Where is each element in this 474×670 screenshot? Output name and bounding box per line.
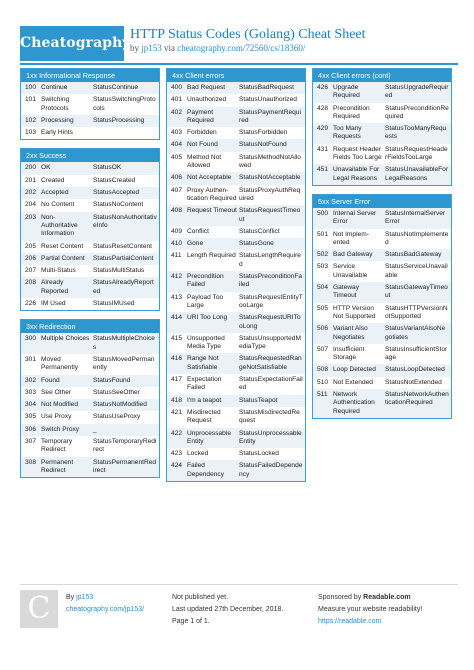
status-name: Use Proxy [41, 413, 72, 421]
status-name: Length Required [187, 252, 236, 260]
go-constant: StatusRequestTimeout [239, 207, 301, 223]
page-title: HTTP Status Codes (Golang) Cheat Sheet [130, 27, 366, 42]
table-row [313, 389, 451, 418]
status-name: Payment Required [187, 108, 214, 124]
status-code: 510 [317, 378, 329, 386]
status-code: 508 [317, 366, 329, 374]
status-name: Precondition Failed [187, 273, 224, 289]
table-row [21, 436, 159, 457]
status-code: 421 [171, 408, 183, 416]
footer-author [66, 592, 144, 616]
column-3 [312, 68, 452, 427]
table-row [21, 212, 159, 241]
table-row [313, 164, 451, 185]
status-name: Variant Also Negotiates [333, 325, 368, 341]
table-row [313, 249, 451, 261]
go-constant: StatusGatewayTimeout [385, 284, 448, 300]
table-row [21, 424, 159, 436]
status-code: 406 [171, 174, 183, 182]
go-constant: StatusNotImplemented [385, 230, 449, 246]
go-constant: StatusLengthRequired [239, 252, 301, 268]
status-code: 417 [171, 376, 183, 384]
status-name: Failed Dependency [187, 462, 225, 478]
table-row [313, 123, 451, 144]
page-number: Page 1 of 1. [172, 618, 210, 625]
table-row [167, 374, 305, 395]
status-code: 103 [25, 129, 37, 137]
table-row [313, 364, 451, 376]
go-constant: StatusSwitchingProtocols [93, 96, 156, 112]
go-constant: StatusCreated [93, 176, 136, 184]
status-name: Processing [41, 116, 74, 124]
cheatography-logo[interactable]: Cheatography [20, 26, 124, 61]
status-code: 501 [317, 230, 329, 238]
status-name: IM Used [41, 300, 66, 308]
go-constant: StatusMultiStatus [93, 267, 145, 275]
status-name: I'm a teapot [187, 396, 222, 404]
table-row [167, 353, 305, 374]
status-code: 101 [25, 96, 37, 104]
status-name: Moved Permanently [41, 355, 79, 372]
status-name: No Content [41, 201, 75, 209]
status-name: Request Timeout [187, 207, 237, 215]
go-constant: _ [93, 425, 97, 433]
table-row [21, 457, 159, 478]
status-name: URI Too Long [187, 314, 228, 322]
go-constant: StatusNotAcceptable [239, 174, 301, 182]
go-constant: StatusUnavailableForLegalReasons [385, 166, 449, 182]
table-row [21, 411, 159, 423]
via-text: via [161, 43, 178, 53]
section-3xx [20, 319, 160, 478]
table-row [167, 107, 305, 128]
sponsor-url[interactable]: https://readable.com [318, 618, 382, 625]
status-name: Internal Server Error [333, 209, 377, 226]
go-constant: StatusNotExtended [385, 378, 442, 386]
go-constant: StatusNetworkAuthenticationRequired [385, 391, 449, 407]
section-2xx [20, 148, 160, 311]
go-constant: StatusMultipleChoices [93, 335, 155, 351]
status-code: 205 [25, 242, 37, 250]
status-name: Range Not Satisfiable [187, 355, 219, 371]
section-title: 2xx Success [21, 149, 159, 162]
go-constant: StatusResetContent [93, 242, 153, 250]
status-code: 409 [171, 227, 183, 235]
status-name: Conflict [187, 227, 209, 235]
status-name: Request Header Fields Too Large [333, 145, 382, 162]
table-row [167, 448, 305, 460]
status-code: 208 [25, 279, 37, 287]
go-constant: StatusIMUsed [93, 300, 135, 308]
status-code: 303 [25, 388, 37, 396]
table-row [21, 333, 159, 354]
status-code: 507 [317, 345, 329, 353]
status-name: Found [41, 376, 60, 384]
status-name: Multiple Choices [41, 335, 90, 343]
go-constant: StatusNonAuthoritativeInfo [93, 213, 157, 229]
status-code: 411 [171, 252, 182, 260]
go-constant: StatusUnsupportedMediaType [239, 334, 301, 351]
table-row [21, 277, 159, 298]
go-constant: StatusPreconditionFailed [239, 273, 303, 289]
table-row [21, 375, 159, 387]
go-constant: StatusGone [239, 240, 274, 248]
column-2 [166, 68, 306, 490]
go-constant: StatusProcessing [93, 116, 145, 124]
status-name: Early Hints [41, 129, 73, 137]
status-name: Network Authentication Required [333, 391, 375, 415]
status-name: Unavailable For Legal Reasons [333, 166, 380, 182]
status-code: 451 [317, 166, 329, 174]
table-row [21, 94, 159, 115]
status-name: Multi-Status [41, 267, 76, 275]
go-constant: StatusVariantAlsoNegotiates [385, 325, 446, 341]
status-code: 413 [171, 293, 183, 301]
sponsor-name[interactable]: Readable.com [363, 594, 411, 601]
status-name: Bad Gateway [333, 251, 373, 259]
status-code: 306 [25, 425, 37, 433]
status-code: 301 [25, 355, 37, 363]
table-row [167, 152, 305, 173]
status-code: 102 [25, 116, 37, 124]
table-row [21, 399, 159, 411]
table-row [167, 139, 305, 151]
section-title: 1xx Informational Response [21, 69, 159, 82]
status-name: Forbidden [187, 129, 217, 137]
footer-sponsor [318, 592, 422, 628]
status-name: Accepted [41, 189, 69, 197]
header-divider [20, 63, 458, 65]
table-row [21, 187, 159, 199]
go-constant: StatusUnauthorized [239, 96, 297, 104]
go-constant: StatusUpgradeRequired [385, 84, 449, 100]
go-constant: StatusExpectationFailed [239, 376, 303, 392]
status-code: 226 [25, 300, 37, 308]
status-name: Unsupported Media Type [187, 334, 225, 351]
go-constant: StatusRequestHeaderFieldsTooLarge [385, 145, 448, 162]
status-name: Expectation Failed [187, 376, 222, 392]
section-title: 3xx Redirection [21, 320, 159, 333]
published-status: Not published yet. [172, 594, 229, 601]
section-title: 5xx Server Error [313, 195, 451, 208]
go-constant: StatusProxyAuthRequired [239, 186, 301, 202]
status-name: Permanent Redirect [41, 458, 74, 474]
status-name: Payload Too Large [187, 293, 224, 309]
status-name: Misdirected Request [187, 408, 221, 425]
go-constant: StatusLoopDetected [385, 366, 445, 374]
status-name: Gateway Timeout [333, 284, 360, 300]
go-constant: StatusFailedDependency [239, 462, 303, 478]
section-4xx [166, 68, 306, 482]
status-name: Locked [187, 450, 209, 458]
table-row [167, 226, 305, 238]
status-name: Not Extended [333, 378, 373, 386]
footer-author-link[interactable]: jp153 [76, 594, 94, 601]
author-link[interactable]: jp153 [141, 43, 162, 53]
status-code: 410 [171, 240, 183, 248]
table-row [21, 241, 159, 253]
status-name: See Other [41, 388, 72, 396]
table-row [167, 238, 305, 250]
table-row [167, 312, 305, 333]
table-row [167, 460, 305, 481]
by-prefix: by [130, 43, 142, 53]
status-name: Created [41, 176, 65, 184]
status-code: 505 [317, 304, 329, 312]
go-constant: StatusBadRequest [239, 84, 294, 91]
go-constant: StatusForbidden [239, 129, 288, 137]
status-code: 307 [25, 438, 37, 446]
status-code: 506 [317, 325, 329, 333]
status-code: 428 [317, 104, 329, 112]
status-name: OK [41, 164, 51, 172]
go-constant: StatusPaymentRequired [239, 108, 301, 124]
section-5xx [312, 194, 452, 419]
table-row [313, 208, 451, 229]
footer-by: By [66, 594, 77, 601]
table-row [313, 82, 451, 103]
table-row [21, 253, 159, 265]
column-1 [20, 68, 160, 486]
section-title: 4xx Client errors [167, 69, 305, 82]
status-code: 402 [171, 108, 183, 116]
status-code: 403 [171, 129, 183, 137]
status-name: Already Reported [41, 279, 69, 295]
table-row [167, 205, 305, 226]
status-name: Service Unavailable [333, 263, 368, 279]
status-name: Switching Protocols [41, 96, 70, 112]
table-row [167, 94, 305, 106]
sponsor-prefix: Sponsored by [318, 594, 364, 601]
go-constant: StatusInsufficientStorage [385, 345, 448, 362]
status-name: Upgrade Required [333, 84, 360, 100]
table-row [167, 250, 305, 271]
status-code: 201 [25, 176, 37, 184]
status-name: Bad Request [187, 84, 226, 91]
footer-author-url[interactable]: cheatography.com/jp153/ [66, 606, 145, 613]
sheet-url-link[interactable]: cheatography.com/72560/cs/18360/ [177, 43, 306, 53]
status-code: 305 [25, 413, 37, 421]
status-code: 429 [317, 125, 329, 133]
go-constant: StatusAccepted [93, 189, 140, 197]
status-code: 416 [171, 355, 183, 363]
go-constant: StatusMethodNotAllowed [239, 153, 301, 170]
status-code: 500 [317, 209, 329, 217]
byline [130, 43, 460, 53]
go-constant: StatusLocked [239, 450, 279, 458]
status-code: 424 [171, 462, 183, 470]
status-name: Temporary Redirect [41, 438, 73, 454]
go-constant: StatusNotModified [93, 401, 147, 409]
table-row [21, 82, 159, 94]
go-constant: StatusUnprocessableEntity [239, 429, 302, 445]
table-row [21, 265, 159, 277]
status-code: 203 [25, 213, 37, 221]
table-row [167, 82, 305, 94]
status-code: 204 [25, 201, 37, 209]
table-row [167, 333, 305, 354]
status-name: Method Not Allowed [187, 153, 222, 170]
status-name: Switch Proxy [41, 425, 80, 433]
status-code: 503 [317, 263, 329, 271]
go-constant: StatusBadGateway [385, 251, 442, 259]
go-constant: StatusServiceUnavailable [385, 263, 448, 279]
table-row [313, 344, 451, 365]
status-code: 405 [171, 153, 183, 161]
table-row [313, 323, 451, 344]
section-1xx [20, 68, 160, 140]
status-code: 414 [171, 314, 183, 322]
go-constant [93, 129, 159, 137]
status-name: Not Modified [41, 401, 79, 409]
table-row [21, 175, 159, 187]
table-row [21, 162, 159, 174]
status-code: 418 [171, 396, 183, 404]
status-code: 404 [171, 141, 183, 149]
go-constant: StatusTemporaryRedirect [93, 438, 157, 454]
status-name: Not Acceptable [187, 174, 232, 182]
status-name: Continue [41, 84, 68, 91]
section-title: 4xx Client errors (cont) [313, 69, 451, 82]
go-constant: StatusFound [93, 376, 131, 384]
status-code: 207 [25, 267, 37, 275]
table-row [167, 127, 305, 139]
status-name: HTTP Version Not Supported [333, 304, 376, 320]
status-name: Too Many Requests [333, 125, 362, 141]
table-row [167, 271, 305, 292]
go-constant: StatusPreconditionRequired [385, 104, 449, 120]
footer-logo: C [20, 590, 58, 628]
status-code: 431 [317, 145, 329, 153]
status-code: 412 [171, 273, 183, 281]
status-code: 200 [25, 164, 37, 172]
go-constant: StatusAlreadyReported [93, 279, 154, 295]
table-row [313, 144, 451, 165]
status-name: Not Implemented [333, 230, 369, 246]
status-name: Reset Content [41, 242, 84, 250]
status-code: 302 [25, 376, 37, 384]
status-code: 422 [171, 429, 183, 437]
status-code: 504 [317, 284, 329, 292]
status-name: Insufficient Storage [333, 345, 365, 362]
status-name: Gone [187, 240, 204, 248]
go-constant: StatusPermanentRedirect [93, 458, 157, 474]
last-updated: Last updated 27th December, 2018. [172, 606, 284, 613]
go-constant: StatusRequestEntityTooLarge [239, 293, 303, 309]
sponsor-text: Measure your website readability! [318, 606, 423, 613]
status-code: 407 [171, 186, 183, 194]
footer-status [172, 592, 283, 628]
section-4xx-cont [312, 68, 452, 186]
table-row [21, 115, 159, 127]
header [0, 0, 474, 62]
status-code: 400 [171, 84, 183, 91]
go-constant: StatusContinue [93, 84, 139, 91]
status-code: 502 [317, 251, 329, 259]
status-name: Precondition Required [333, 104, 370, 120]
status-code: 401 [171, 96, 183, 104]
go-constant: StatusUseProxy [93, 413, 141, 421]
go-constant: StatusHTTPVersionNotSupported [385, 304, 448, 320]
go-constant: StatusPartialContent [93, 254, 154, 262]
go-constant: StatusMovedPermanently [93, 355, 155, 372]
go-constant: StatusNoContent [93, 201, 144, 209]
status-name: Unauthorized [187, 96, 227, 104]
go-constant: StatusRequestedRangeNotSatisfiable [239, 355, 302, 371]
go-constant: StatusOK [93, 164, 122, 172]
go-constant: StatusSeeOther [93, 388, 140, 396]
table-row [167, 292, 305, 313]
status-code: 300 [25, 335, 37, 343]
status-code: 202 [25, 189, 37, 197]
table-row [167, 395, 305, 407]
status-code: 423 [171, 450, 183, 458]
table-row [167, 185, 305, 206]
table-row [313, 261, 451, 282]
table-row [21, 387, 159, 399]
table-row [167, 428, 305, 449]
status-name: Proxy Authentication Required [187, 186, 237, 202]
status-code: 408 [171, 207, 183, 215]
table-row [167, 407, 305, 428]
go-constant: StatusTeapot [239, 396, 278, 404]
table-row [313, 282, 451, 303]
status-code: 308 [25, 458, 37, 466]
go-constant: StatusConflict [239, 227, 280, 235]
table-row [21, 354, 159, 375]
table-row [167, 172, 305, 184]
go-constant: StatusInternalServerError [385, 209, 446, 226]
status-name: Unprocessable Entity [187, 429, 231, 445]
status-code: 415 [171, 334, 183, 342]
status-code: 426 [317, 84, 329, 91]
table-row [21, 127, 159, 139]
table-row [21, 199, 159, 211]
table-row [21, 298, 159, 310]
footer-divider [20, 584, 458, 585]
go-constant: StatusRequestURITooLong [239, 314, 301, 330]
go-constant: StatusNotFound [239, 141, 287, 149]
table-row [313, 103, 451, 124]
table-row [313, 229, 451, 250]
status-code: 206 [25, 254, 37, 262]
go-constant: StatusMisdirectedRequest [239, 408, 300, 425]
table-row [313, 377, 451, 389]
status-name: Not Found [187, 141, 218, 149]
status-name: Partial Content [41, 254, 85, 262]
status-code: 304 [25, 401, 37, 409]
status-name: Non-Authoritative Information [41, 213, 78, 238]
status-code: 511 [317, 391, 328, 399]
go-constant: StatusTooManyRequests [385, 125, 447, 141]
table-row [313, 303, 451, 324]
status-name: Loop Detected [333, 366, 376, 374]
status-code: 100 [25, 84, 37, 91]
